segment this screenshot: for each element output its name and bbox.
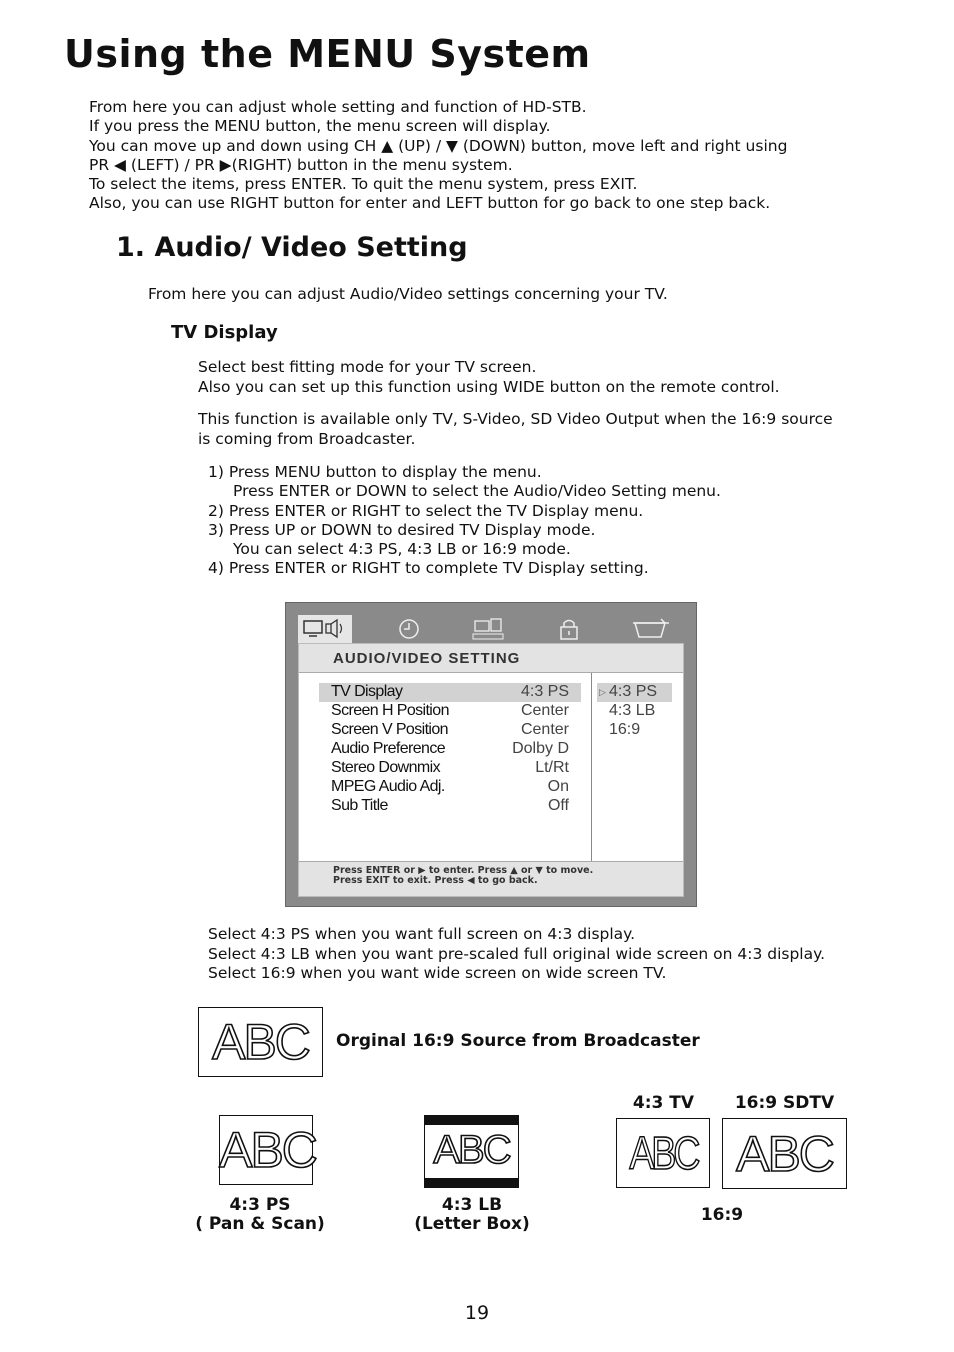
menu-item-label: Stereo Downmix: [331, 759, 440, 776]
mode-explanations: [208, 925, 825, 984]
package-icon: [624, 615, 678, 643]
menu-item-stereo-downmix[interactable]: [319, 759, 581, 778]
caption-line: 4:3 PS: [229, 1195, 291, 1215]
intro-line: You can move up and down using CH ▲ (UP) / ▼ (DOWN) button, move left and right using: [89, 136, 788, 155]
letter-box-diagram: [424, 1115, 519, 1188]
step-4: 4) Press ENTER or RIGHT to complete TV Display setting.: [208, 559, 649, 578]
section-title: 1. Audio/ Video Setting: [116, 232, 468, 263]
menu-item-value: Center: [520, 721, 569, 738]
menu-item-value: Center: [520, 702, 569, 719]
menu-item-value: On: [547, 778, 569, 795]
abc-sample: ABC: [629, 1127, 697, 1179]
note-line: is coming from Broadcaster.: [198, 429, 416, 448]
help-line: Press EXIT to exit. Press ◀ to go back.: [333, 875, 538, 886]
menu-item-screen-h-position[interactable]: [319, 702, 581, 721]
tv-display-description: [198, 358, 780, 397]
menu-item-mpeg-audio-adj[interactable]: [319, 778, 581, 797]
clock-icon: [382, 615, 436, 643]
section-intro: From here you can adjust Audio/Video settings concerning your TV.: [148, 285, 668, 303]
intro-line: Also, you can use RIGHT button for enter and LEFT button for go back to one step back.: [89, 194, 771, 213]
option-label: 4:3 PS: [609, 683, 658, 700]
option-label: 4:3 LB: [609, 702, 656, 719]
pan-scan-caption: [180, 1196, 340, 1234]
menu-panel: [298, 643, 684, 897]
pan-scan-text-wrap: [210, 1122, 325, 1178]
intro-paragraph: [89, 98, 889, 214]
step-3-detail: You can select 4:3 PS, 4:3 LB or 16:9 mode.: [233, 540, 571, 559]
intro-line: If you press the MENU button, the menu screen will display.: [89, 117, 551, 136]
menu-divider: [591, 673, 592, 861]
help-line: Press ENTER or ▶ to enter. Press ▲ or ▼ to move.: [333, 865, 594, 876]
original-source-frame: [198, 1007, 323, 1077]
page-number: 19: [464, 1302, 490, 1324]
wide-on-169-tv-frame: [722, 1118, 847, 1189]
abc-sample: ABC: [736, 1125, 833, 1182]
option-4-3-lb[interactable]: [597, 702, 672, 721]
note-line: This function is available only TV, S-Video, SD Video Output when the 16:9 source: [198, 410, 833, 428]
description-line: Also you can set up this function using WIDE button on the remote control.: [198, 377, 780, 396]
tv-speaker-icon: [298, 615, 352, 643]
step-3: 3) Press UP or DOWN to desired TV Display mode.: [208, 520, 596, 539]
abc-sample: ABC: [212, 1014, 309, 1070]
letterbox-bottom-bar: [425, 1178, 518, 1187]
menu-screenshot: [285, 602, 697, 907]
steps-list: [208, 463, 721, 579]
option-label: 16:9: [609, 721, 641, 738]
wide-caption: 16:9: [700, 1205, 744, 1225]
menu-item-audio-preference[interactable]: [319, 740, 581, 759]
tv-43-label: 4:3 TV: [632, 1093, 695, 1113]
menu-item-label: Screen V Position: [331, 721, 448, 738]
step-2: 2) Press ENTER or RIGHT to select the TV Display menu.: [208, 501, 644, 520]
sdtv-169-label: 16:9 SDTV: [734, 1093, 835, 1113]
menu-tab-bar: [298, 615, 684, 643]
menu-item-label: Audio Preference: [331, 740, 446, 757]
menu-item-value: Off: [547, 797, 569, 814]
menu-help-text: [333, 866, 593, 886]
menu-item-label: Screen H Position: [331, 702, 449, 719]
mode-explanation-line: Select 4:3 LB when you want pre-scaled full original wide screen on 4:3 display.: [208, 944, 825, 963]
step-1: 1) Press MENU button to display the menu.: [208, 463, 542, 481]
letter-box-caption: [392, 1196, 552, 1234]
description-line: Select best fitting mode for your TV screen.: [198, 358, 537, 376]
step-1-detail: Press ENTER or DOWN to select the Audio/Video Setting menu.: [233, 482, 721, 501]
menu-body: [299, 672, 683, 862]
abc-sample: ABC: [433, 1128, 510, 1172]
availability-note: [198, 410, 833, 449]
menu-heading: AUDIO/VIDEO SETTING: [333, 650, 521, 667]
mode-explanation-line: Select 4:3 PS when you want full screen on 4:3 display.: [208, 925, 636, 943]
pan-scan-diagram: [210, 1115, 325, 1185]
page-title: Using the MENU System: [64, 32, 591, 76]
abc-sample: ABC: [219, 1122, 316, 1178]
intro-line: To select the items, press ENTER. To quit the menu system, press EXIT.: [89, 175, 638, 194]
wide-on-43-tv-frame: [616, 1118, 710, 1188]
option-4-3-ps[interactable]: [597, 683, 672, 702]
menu-item-value: Dolby D: [512, 740, 569, 757]
original-source-caption: Orginal 16:9 Source from Broadcaster: [336, 1031, 700, 1051]
mode-explanation-line: Select 16:9 when you want wide screen on wide screen TV.: [208, 964, 667, 982]
menu-item-tv-display[interactable]: [319, 683, 581, 702]
menu-item-label: MPEG Audio Adj.: [331, 778, 445, 795]
letterbox-text-wrap: [425, 1130, 518, 1170]
menu-item-label: Sub Title: [331, 797, 388, 814]
menu-item-sub-title[interactable]: [319, 797, 581, 816]
menu-item-value: 4:3 PS: [520, 683, 569, 700]
intro-line: PR ◀ (LEFT) / PR ▶(RIGHT) button in the menu system.: [89, 155, 513, 174]
selection-pointer-icon: ▷: [599, 687, 606, 697]
menu-item-screen-v-position[interactable]: [319, 721, 581, 740]
option-16-9[interactable]: [597, 721, 672, 740]
menu-item-value: Lt/Rt: [535, 759, 569, 776]
subsection-title: TV Display: [171, 322, 278, 343]
media-icon: [462, 615, 516, 643]
letterbox-top-bar: [425, 1116, 518, 1125]
caption-line: ( Pan & Scan): [195, 1214, 325, 1234]
caption-line: 4:3 LB: [441, 1195, 503, 1215]
caption-line: (Letter Box): [414, 1214, 530, 1234]
intro-line: From here you can adjust whole setting and function of HD-STB.: [89, 98, 587, 116]
lock-icon: [542, 615, 596, 643]
menu-item-label: TV Display: [331, 683, 403, 700]
